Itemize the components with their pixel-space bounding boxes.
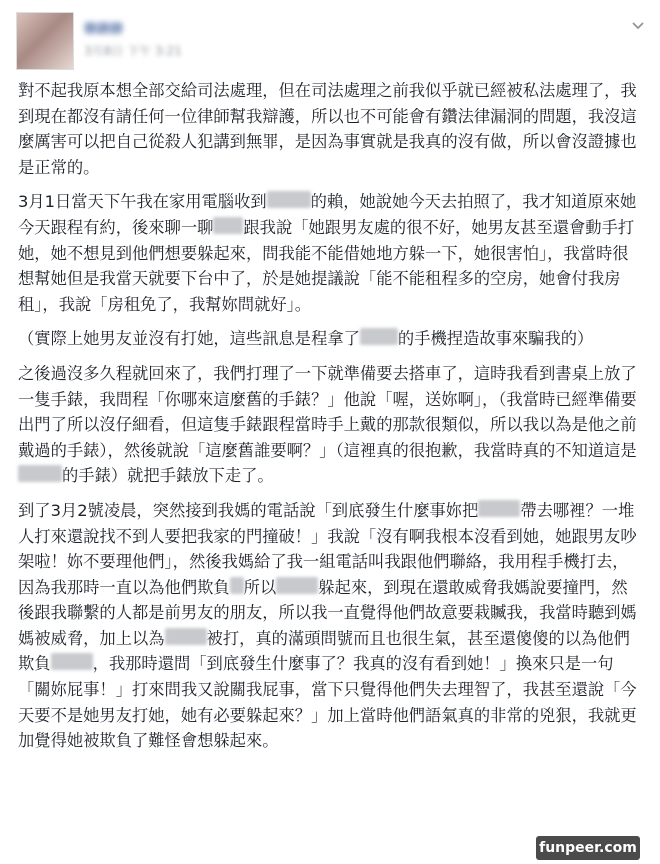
post-paragraph [18, 78, 640, 180]
watermark: funpeer.com [536, 836, 640, 860]
redacted-name [360, 328, 398, 345]
post-header [16, 12, 646, 68]
paragraph-text: 跟我說「她跟男友處的很不好，她男友甚至還會動手打她，她不想見到他們想要躲起來，問我能不能借她地方躲一下，她很害怕」，我當時很想幫她但是我當天就要下台中了，於是她提議說「能不能租程多的空房，她會付我房租」，我說「房租免了，我幫妳問就好」。 [18, 217, 635, 314]
paragraph-text: 被打，真的滿頭問號而且也很生氣，甚至還傻傻的以為他們欺負 [18, 628, 630, 674]
redacted-name [213, 217, 243, 234]
redacted-name [230, 577, 244, 594]
paragraph-text: 對不起我原本想全部交給司法處理，但在司法處理之前我似乎就已經被私法處理了，我到現在都沒有請任何一位律師幫我辯護，所以也不可能會有鑽法律漏洞的問題，我沒這麼厲害可以把自己從殺人犯講到無罪，是因為事實就是我真的沒有做，所以會沒證據也是正常的。 [18, 81, 637, 177]
paragraph-text: 的手錶）就把手錶放下走了。 [62, 466, 274, 486]
post-paragraph [18, 189, 640, 317]
paragraph-text: 3月1日當天下午我在家用電腦收到 [18, 192, 267, 212]
redacted-name [18, 465, 62, 482]
redacted-name [267, 191, 311, 208]
paragraph-text: 的賴，她說她今天去拍照了，我才知道原來她今天跟程有約，後來聊一聊 [18, 192, 637, 237]
chevron-down-icon[interactable] [630, 18, 646, 34]
paragraph-text: 帶去哪裡？一堆人打來還說找不到人要把我家的門撞破！」我說「沒有啊我根本沒看到她，她跟男友吵架啦！妳不要理他們」，然後我媽給了我一組電話叫我跟他們聯絡，我用程手機打去，因為我那時一直以為他們欺負 [18, 500, 637, 597]
redacted-name [276, 577, 318, 594]
post-body [18, 78, 640, 763]
redacted-name [165, 628, 207, 645]
post-timestamp[interactable]: 3月8日 下午 3:21 [84, 44, 182, 58]
author-name[interactable]: 徐詩詩 [84, 22, 124, 37]
paragraph-text: 到了3月2號凌晨，突然接到我媽的電話說「到底發生什麼事妳把 [18, 500, 479, 520]
redacted-name [51, 653, 93, 670]
paragraph-text: 之後過沒多久程就回來了，我們打理了一下就準備要去搭車了，這時我看到書桌上放了一隻手錶，我問程「你哪來這麼舊的手錶？」他說「喔，送妳啊」，（我當時已經準備要出門了所以沒仔細看，但這隻手錶跟程當時手上戴的那款很類似，所以我以為是他之前戴過的手錶），然後就說「這麼舊誰要啊？」（這裡真的很抱歉，我當時真的不知道這是 [18, 363, 637, 460]
post-paragraph [18, 498, 640, 754]
paragraph-text: 躲起來，到現在還敢威脅我媽說要撞門，然後跟我聯繫的人都是前男友的朋友，所以我一直覺得他們故意要栽贓我，我當時聽到媽媽被威脅，加上以為 [18, 577, 637, 648]
avatar[interactable] [16, 12, 74, 70]
post-paragraph [18, 326, 640, 352]
paragraph-text: ，我那時還問「到底發生什麼事了？我真的沒有看到她！」換來只是一句「關妳屁事！」打來問我又說關我屁事，當下只覺得他們失去理智了，我甚至還說「今天要不是她男友打她，她有必要躲起來？」加上當時他們語氣真的非常的兇狠，我就更加覺得她被欺負了難怪會想躲起來。 [18, 654, 637, 751]
paragraph-text: （實際上她男友並沒有打她，這些訊息是程拿了 [18, 329, 360, 349]
post-paragraph [18, 361, 640, 489]
paragraph-text: 的手機捏造故事來騙我的） [397, 329, 594, 349]
redacted-name [478, 500, 520, 517]
paragraph-text: 所以 [243, 577, 277, 597]
